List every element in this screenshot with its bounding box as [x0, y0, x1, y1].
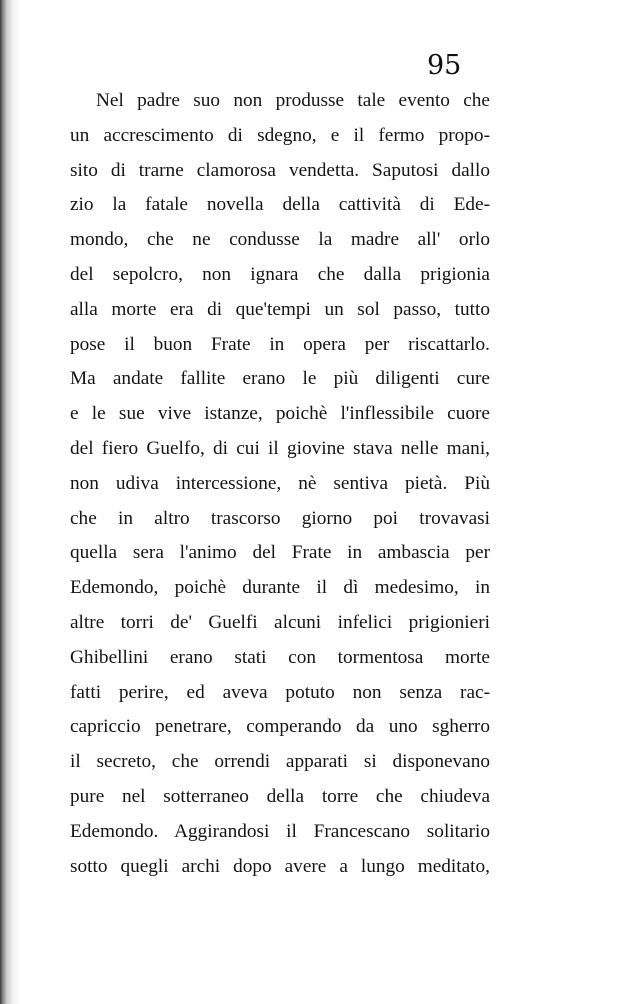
text-line: del sepolcro, non ignara che dalla prigionia — [70, 263, 490, 285]
text-line: pure nel sotterraneo della torre che chiudeva — [70, 785, 490, 807]
text-line: quella sera l'animo del Frate in ambascia per — [70, 542, 490, 564]
text-line: non udiva intercessione, nè sentiva pietà. Più — [70, 472, 490, 494]
page-number: 95 — [427, 50, 462, 81]
text-line: che in altro trascorso giorno poi trovavasi — [70, 507, 490, 529]
text-line: zio la fatale novella della cattività di Ede- — [70, 194, 490, 216]
text-line: il secreto, che orrendi apparati si disponevano — [70, 751, 490, 773]
text-line: e le sue vive istanze, poichè l'inflessibile cuore — [70, 403, 490, 425]
binding-edge-shadow — [0, 0, 22, 1004]
text-line: sito di trarne clamorosa vendetta. Saputosi dallo — [70, 159, 490, 181]
text-line: Ma andate fallite erano le più diligenti cure — [70, 368, 490, 390]
text-line: pose il buon Frate in opera per riscattarlo. — [70, 333, 490, 355]
text-line: alla morte era di que'tempi un sol passo, tutto — [70, 298, 490, 320]
text-line: capriccio penetrare, comperando da uno sgherro — [70, 716, 490, 738]
text-line: sotto quegli archi dopo avere a lungo meditato, — [70, 855, 490, 877]
text-line: del fiero Guelfo, di cui il giovine stava nelle mani, — [70, 437, 490, 459]
text-line: fatti perire, ed aveva potuto non senza rac- — [70, 681, 490, 703]
text-line: mondo, che ne condusse la madre all' orlo — [70, 229, 490, 251]
text-line: altre torri de' Guelfi alcuni infelici prigionieri — [70, 611, 490, 633]
body-text — [70, 84, 490, 884]
text-line: Nel padre suo non produsse tale evento che — [96, 90, 490, 111]
text-line: Edemondo. Aggirandosi il Francescano solitario — [70, 820, 490, 842]
text-line: Edemondo, poichè durante il dì medesimo, in — [70, 577, 490, 599]
text-line: Ghibellini erano stati con tormentosa morte — [70, 646, 490, 668]
text-line: un accrescimento di sdegno, e il fermo propo- — [70, 124, 490, 146]
